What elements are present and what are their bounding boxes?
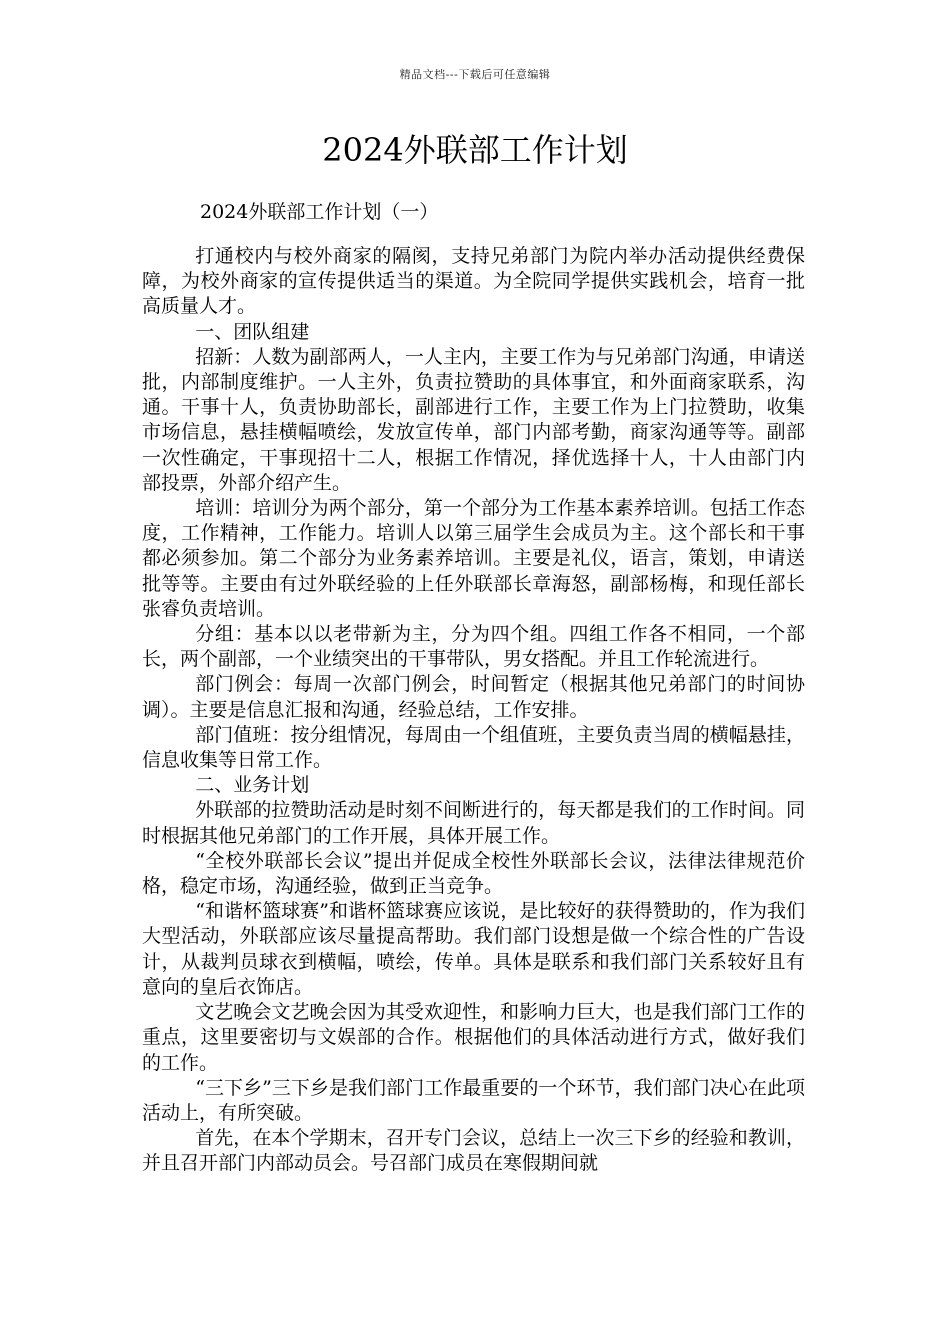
paragraph-recruitment: 招新：人数为副部两人，一人主内，主要工作为与兄弟部门沟通，申请送批，内部制度维护。一人主外，负责拉赞助的具体事宜，和外面商家联系，沟通。干事十人，负责协助部长，副部进行工作，主要工作为上门拉赞助，收集市场信息，悬挂横幅喷绘，发放宣传单，部门内部考勤，商家沟通等等。副部一次性确定，干事现招十二人，根据工作情况，择优选择十人，十人由部门内部投票，外部介绍产生。 — [142, 345, 805, 494]
paragraph-first-step: 首先，在本个学期末，召开专门会议，总结上一次三下乡的经验和教训，并且召开部门内部动员会。号召部门成员在寒假期间就 — [142, 1127, 805, 1175]
paragraph-gala: 文艺晚会文艺晚会因为其受欢迎性，和影响力巨大，也是我们部门工作的重点，这里要密切与文娱部的合作。根据他们的具体活动进行方式，做好我们的工作。 — [142, 1001, 805, 1074]
paragraph-weekly-meeting: 部门例会：每周一次部门例会，时间暂定（根据其他兄弟部门的时间协调）。主要是信息汇报和沟通，经验总结，工作安排。 — [142, 673, 805, 721]
heading-team-building: 一、团队组建 — [195, 320, 310, 343]
section-subtitle: 2024外联部工作计划（一） — [200, 201, 439, 223]
paragraph-basketball: “和谐杯篮球赛”和谐杯篮球赛应该说，是比较好的获得赞助的，作为我们大型活动，外联部应该尽量提高帮助。我们部门设想是做一个综合性的广告设计，从裁判员球衣到横幅，喷绘，传单。具体是联系和我们部门关系较好且有意向的皇后衣饰店。 — [142, 900, 805, 998]
paragraph-grouping: 分组：基本以以老带新为主，分为四个组。四组工作各不相同，一个部长，两个副部，一个业绩突出的干事带队，男女搭配。并且工作轮流进行。 — [142, 623, 805, 671]
paragraph-duty: 部门值班：按分组情况，每周由一个组值班，主要负责当周的横幅悬挂，信息收集等日常工作。 — [142, 723, 805, 772]
paragraph-intro: 打通校内与校外商家的隔阂，支持兄弟部门为院内举办活动提供经费保障，为校外商家的宣传提供适当的渠道。为全院同学提供实践机会，培育一批高质量人才。 — [142, 245, 805, 318]
paragraph-minister-meeting: “全校外联部长会议”提出并促成全校性外联部长会议，法律法律规范价格，稳定市场，沟通经验，做到正当竞争。 — [142, 849, 805, 898]
document-body — [142, 244, 805, 1177]
heading-business-plan: 二、业务计划 — [195, 774, 310, 797]
paragraph-training: 培训：培训分为两个部分，第一个部分为工作基本素养培训。包括工作态度，工作精神，工作能力。培训人以第三届学生会成员为主。这个部长和干事都必须参加。第二个部分为业务素养培训。主要是礼仪，语言，策划，申请送批等等。主要由有过外联经验的上任外联部长章海怒，副部杨梅，和现任部长张睿负责培训。 — [142, 497, 805, 620]
header-note: 精品文档---下载后可任意编辑 — [399, 68, 551, 81]
paragraph-sponsorship: 外联部的拉赞助活动是时刻不间断进行的，每天都是我们的工作时间。同时根据其他兄弟部门的工作开展，具体开展工作。 — [142, 799, 805, 847]
document-title: 2024外联部工作计划 — [322, 131, 628, 169]
paragraph-countryside: “三下乡”三下乡是我们部门工作最重要的一个环节，我们部门决心在此项活动上，有所突破。 — [142, 1076, 805, 1124]
